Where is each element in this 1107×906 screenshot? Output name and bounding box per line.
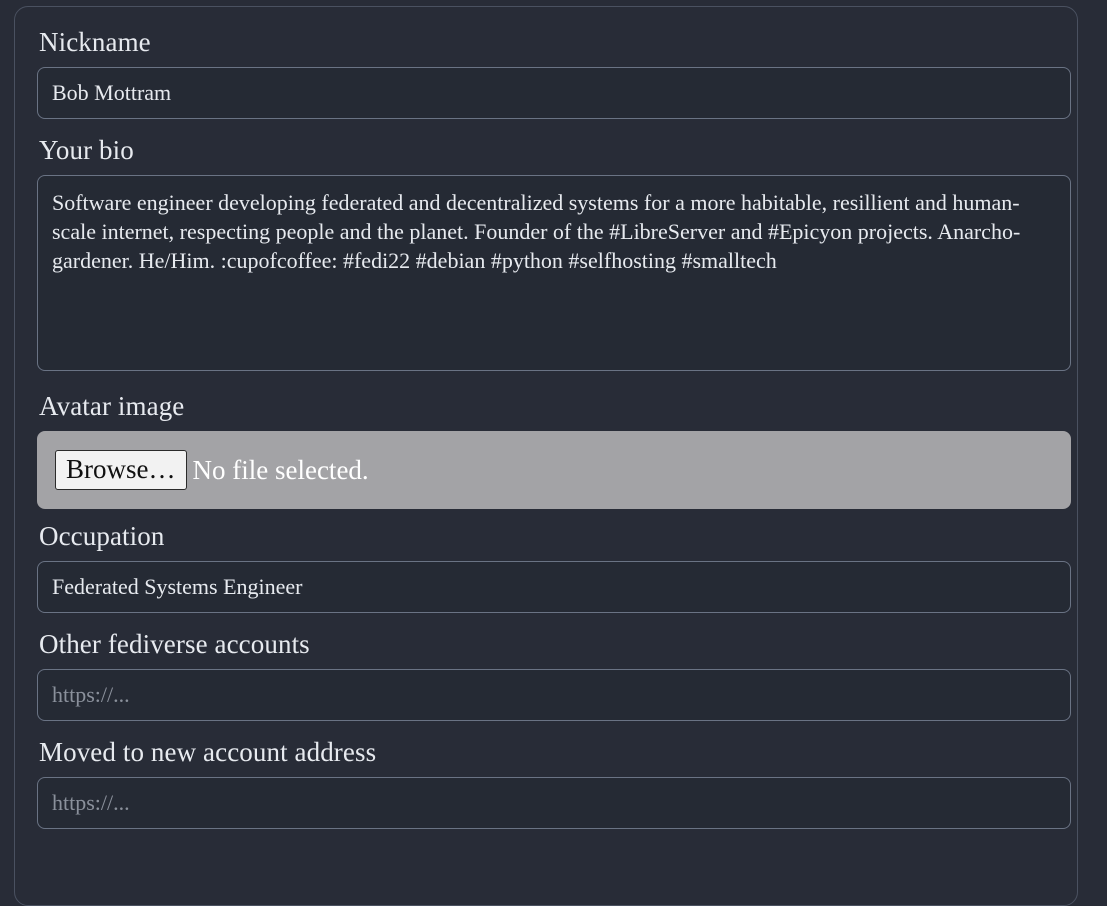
moved-to-new-account-input[interactable] xyxy=(37,777,1071,829)
nickname-label: Nickname xyxy=(39,27,151,57)
profile-edit-panel xyxy=(14,6,1078,906)
other-fediverse-accounts-label: Other fediverse accounts xyxy=(39,629,310,659)
avatar-image-label: Avatar image xyxy=(39,391,185,421)
avatar-file-row[interactable] xyxy=(37,431,1071,509)
file-selection-status: No file selected. xyxy=(192,455,369,485)
occupation-input[interactable] xyxy=(37,561,1071,613)
occupation-label: Occupation xyxy=(39,521,165,551)
bio-label: Your bio xyxy=(39,135,134,165)
other-fediverse-accounts-input[interactable] xyxy=(37,669,1071,721)
browse-button[interactable]: Browse… xyxy=(55,450,187,490)
nickname-input[interactable] xyxy=(37,67,1071,119)
bio-textarea[interactable] xyxy=(37,175,1071,371)
moved-to-new-account-label: Moved to new account address xyxy=(39,737,377,767)
